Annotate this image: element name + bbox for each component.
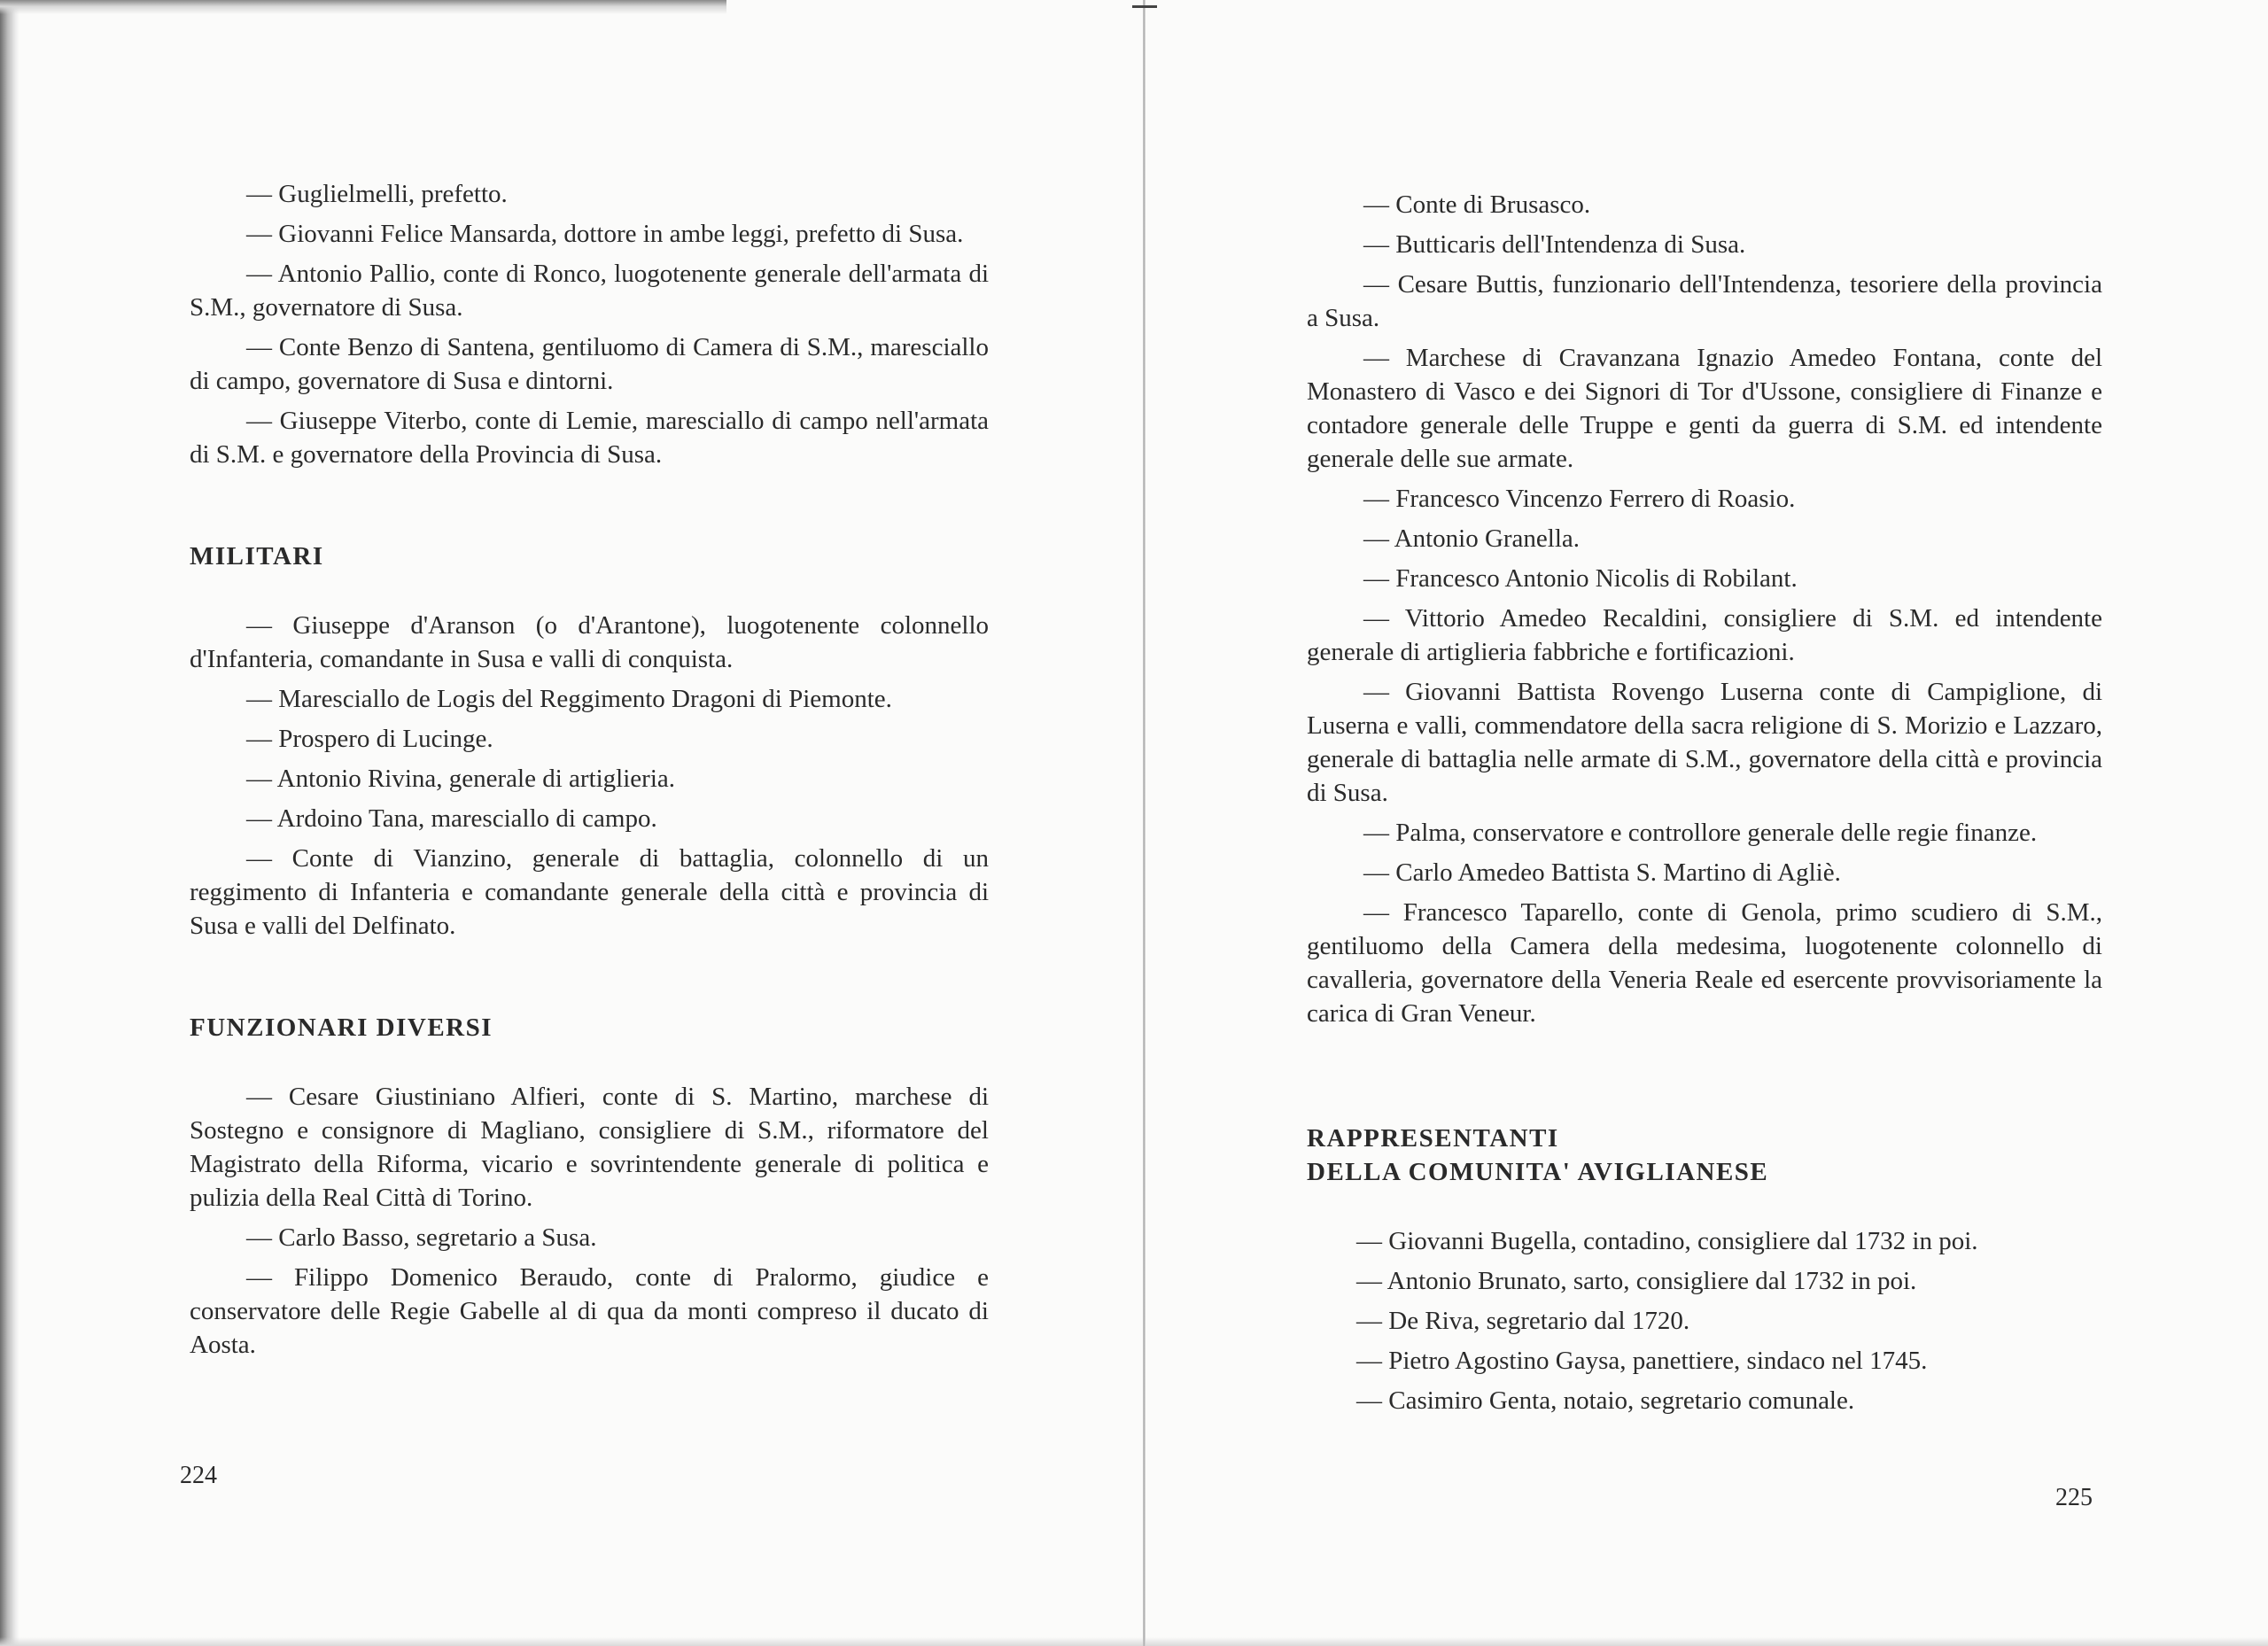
right-page [1146,0,2268,1646]
list-item: — Palma, conservatore e controllore generale delle regie finanze. [1363,819,2038,847]
list-item: — Cesare Buttis, funzionario dell'Intendenza, tesoriere della provincia a Susa. [1307,270,2102,332]
list-item: — Giuseppe Viterbo, conte di Lemie, maresciallo di campo nell'armata di S.M. e governatore della Provincia di Susa. [190,407,989,469]
list-item: — Antonio Pallio, conte di Ronco, luogotenente generale dell'armata di S.M., governatore di Susa. [190,260,989,322]
page-number: 225 [2055,1484,2093,1511]
list-item: — Antonio Granella. [1363,524,1581,553]
list-item: — Casimiro Genta, notaio, segretario comunale. [1356,1386,1855,1415]
list-item: — Guglielmelli, prefetto. [246,180,508,208]
list-item: — Ardoino Tana, maresciallo di campo. [246,804,657,833]
list-item: — Giuseppe d'Aranson (o d'Arantone), luogotenente colonnello d'Infanteria, comandante in Susa e valli di conquista. [190,611,989,673]
list-item: — Conte di Vianzino, generale di battaglia, colonnello di un reggimento di Infanteria e comandante generale della città e provincia di Susa e valli del Delfinato. [190,844,989,940]
list-item: — Vittorio Amedeo Recaldini, consigliere di S.M. ed intendente generale di artiglieria fabbriche e fortificazioni. [1307,604,2102,666]
section-heading-comunita: DELLA COMUNITA' AVIGLIANESE [1307,1158,1769,1186]
list-item: — Antonio Brunato, sarto, consigliere dal 1732 in poi. [1356,1267,1917,1295]
spacer [190,477,989,540]
list-item: — Giovanni Battista Rovengo Luserna conte di Campiglione, di Luserna e valli, commendatore della sacra religione di S. Morizio e Lazzaro, generale di battaglia nelle armate di S.M., governatore della città e provincia di Susa. [1307,678,2102,807]
list-item: — Butticaris dell'Intendenza di Susa. [1363,230,1746,259]
section-heading-funzionari: FUNZIONARI DIVERSI [190,1013,493,1042]
funzionari-list [190,1080,989,1362]
intro-list [190,177,989,471]
rappresentanti-list [1307,1224,2102,1417]
left-page-text [190,177,989,1368]
list-item: — Maresciallo de Logis del Reggimento Dragoni di Piemonte. [246,685,892,713]
spacer [190,573,989,609]
list-item: — Giovanni Felice Mansarda, dottore in ambe leggi, prefetto di Susa. [246,220,964,248]
spacer [190,949,989,1011]
list-item: — Carlo Basso, segretario a Susa. [246,1223,597,1252]
list-item: — Francesco Vincenzo Ferrero di Roasio. [1363,485,1796,513]
spacer [190,1044,989,1080]
spacer [1307,1037,2102,1122]
list-item: — Giovanni Bugella, contadino, consigliere dal 1732 in poi. [1356,1227,1978,1255]
list-item: — Pietro Agostino Gaysa, panettiere, sindaco nel 1745. [1356,1347,1928,1375]
list-item: — Antonio Rivina, generale di artiglieria. [246,765,676,793]
section-heading-militari: MILITARI [190,542,324,571]
list-item: — Filippo Domenico Beraudo, conte di Pralormo, giudice e conservatore delle Regie Gabelle al di qua da monti compreso il ducato di Aosta. [190,1263,989,1359]
militari-list [190,609,989,943]
right-page-text [1307,188,2102,1424]
list-item: — Marchese di Cravanzana Ignazio Amedeo Fontana, conte del Monastero di Vasco e dei Signori di Tor d'Ussone, consigliere di Finanze e contadore generale delle Truppe e genti da guerra di S.M. ed intendente generale delle sue armate. [1307,344,2102,473]
list-item: — Prospero di Lucinge. [246,725,493,753]
list-item: — Francesco Antonio Nicolis di Robilant. [1363,564,1798,593]
list-item: — Francesco Taparello, conte di Genola, primo scudiero di S.M., gentiluomo della Camera della medesima, luogotenente colonnello di cavalleria, governatore della Veneria Reale ed esercente provvisoriamente la carica di Gran Veneur. [1307,898,2102,1028]
officials-list [1307,188,2102,1030]
list-item: — Conte di Brusasco. [1363,190,1591,219]
list-item: — Conte Benzo di Santena, gentiluomo di Camera di S.M., maresciallo di campo, governatore di Susa e dintorni. [190,333,989,395]
list-item: — Carlo Amedeo Battista S. Martino di Agliè. [1363,858,1841,887]
list-item: — De Riva, segretario dal 1720. [1356,1307,1690,1335]
spacer [1307,1189,2102,1224]
list-item: — Cesare Giustiniano Alfieri, conte di S. Martino, marchese di Sostegno e consignore di Magliano, consigliere di S.M., riformatore del Magistrato della Riforma, vicario e sovrintendente generale di politica e pulizia della Real Città di Torino. [190,1083,989,1212]
page-number: 224 [180,1462,217,1489]
section-heading-rappresentanti: RAPPRESENTANTI [1307,1124,1559,1153]
